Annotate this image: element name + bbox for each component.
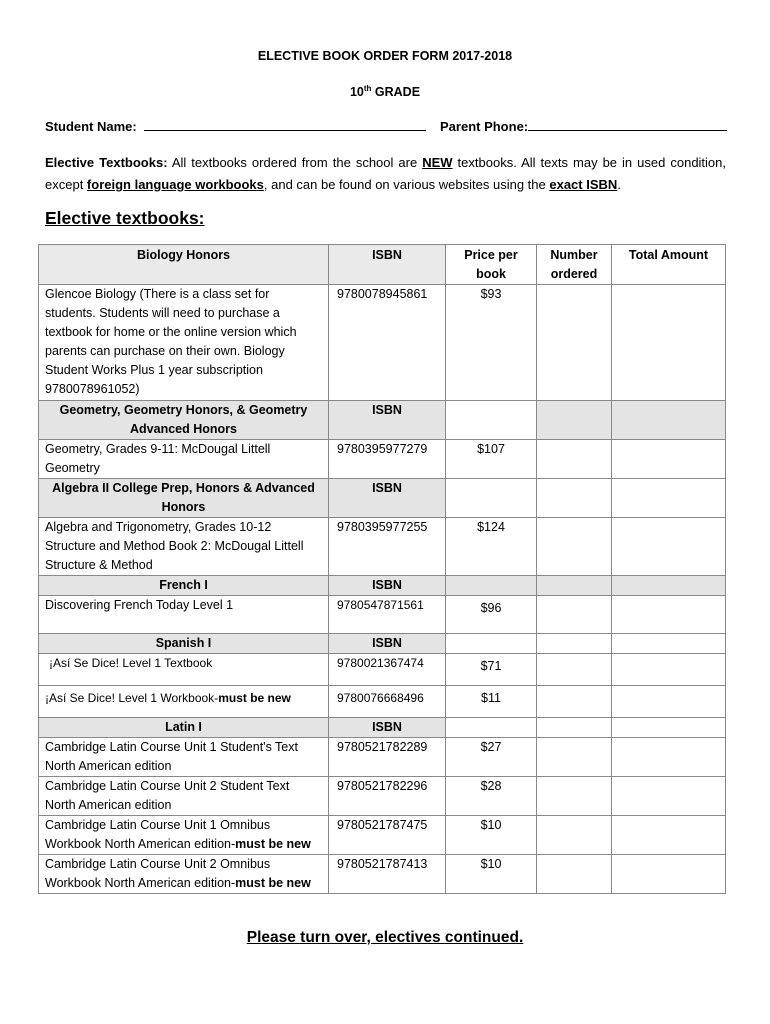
book-isbn: 9780521787475 bbox=[329, 816, 446, 855]
total-amount-cell[interactable] bbox=[612, 285, 726, 401]
total-amount-cell[interactable] bbox=[612, 738, 726, 777]
number-ordered-cell[interactable] bbox=[537, 738, 612, 777]
student-name-input[interactable] bbox=[144, 118, 426, 131]
number-ordered-cell[interactable] bbox=[537, 686, 612, 718]
book-isbn: 9780395977255 bbox=[329, 518, 446, 576]
total-amount-cell[interactable] bbox=[612, 816, 726, 855]
book-isbn: 9780078945861 bbox=[329, 285, 446, 401]
total-amount-cell[interactable] bbox=[612, 855, 726, 894]
isbn-label: ISBN bbox=[329, 401, 446, 440]
book-isbn: 9780021367474 bbox=[329, 654, 446, 686]
subject-title: Spanish I bbox=[39, 634, 329, 654]
book-title: Discovering French Today Level 1 bbox=[39, 596, 329, 634]
book-isbn: 9780521782296 bbox=[329, 777, 446, 816]
number-ordered-cell[interactable] bbox=[537, 596, 612, 634]
subject-title: French I bbox=[39, 576, 329, 596]
table-row bbox=[39, 777, 726, 816]
number-ordered-cell[interactable] bbox=[537, 777, 612, 816]
isbn-label: ISBN bbox=[329, 576, 446, 596]
total-amount-cell[interactable] bbox=[612, 686, 726, 718]
number-ordered-cell[interactable] bbox=[537, 654, 612, 686]
subject-title: Latin I bbox=[39, 718, 329, 738]
book-price: $71 bbox=[446, 654, 537, 686]
intro-paragraph: Elective Textbooks: All textbooks ordered from the school are NEW textbooks. All texts may be in used condition, except foreign language workbooks, and can be found on various websites using the exact ISBN. bbox=[45, 155, 727, 192]
book-isbn: 9780076668496 bbox=[329, 686, 446, 718]
book-price: $10 bbox=[446, 855, 537, 894]
parent-phone-field bbox=[440, 118, 727, 134]
book-title: Geometry, Grades 9-11: McDougal Littell Geometry bbox=[39, 440, 329, 479]
book-title: Algebra and Trigonometry, Grades 10-12 Structure and Method Book 2: McDougal Littell Structure & Method bbox=[39, 518, 329, 576]
subject-header-row bbox=[39, 718, 726, 738]
book-price: $28 bbox=[446, 777, 537, 816]
table-row bbox=[39, 855, 726, 894]
grade-heading: 10th GRADE bbox=[349, 84, 421, 99]
section-title: Elective textbooks: bbox=[45, 208, 205, 228]
book-title: Glencoe Biology (There is a class set for students. Students will need to purchase a textbook for home or the online version which parents can purchase on their own. Biology Student Works Plus 1 year subscription 9780078961052) bbox=[39, 285, 329, 401]
table-row bbox=[39, 686, 726, 718]
col-header-subject: Biology Honors bbox=[39, 245, 329, 285]
book-price: $27 bbox=[446, 738, 537, 777]
subject-header-row bbox=[39, 634, 726, 654]
total-amount-cell[interactable] bbox=[612, 654, 726, 686]
col-header-total: Total Amount bbox=[612, 245, 726, 285]
parent-phone-label: Parent Phone: bbox=[440, 119, 529, 134]
student-name-field bbox=[45, 118, 426, 134]
book-price: $107 bbox=[446, 440, 537, 479]
col-header-number: Number ordered bbox=[537, 245, 612, 285]
book-price: $93 bbox=[446, 285, 537, 401]
isbn-label: ISBN bbox=[329, 479, 446, 518]
table-row bbox=[39, 596, 726, 634]
book-isbn: 9780521782289 bbox=[329, 738, 446, 777]
isbn-label: ISBN bbox=[329, 634, 446, 654]
book-isbn: 9780521787413 bbox=[329, 855, 446, 894]
table-header-row bbox=[39, 245, 726, 285]
book-order-table bbox=[38, 244, 726, 894]
book-price: $96 bbox=[446, 596, 537, 634]
book-title: ¡Así Se Dice! Level 1 Workbook-must be new bbox=[39, 686, 329, 718]
total-amount-cell[interactable] bbox=[612, 596, 726, 634]
parent-phone-input[interactable] bbox=[528, 118, 727, 131]
number-ordered-cell[interactable] bbox=[537, 855, 612, 894]
book-title: ¡Así Se Dice! Level 1 Textbook bbox=[39, 654, 329, 686]
subject-title: Algebra II College Prep, Honors & Advanced Honors bbox=[39, 479, 329, 518]
total-amount-cell[interactable] bbox=[612, 777, 726, 816]
subject-title: Geometry, Geometry Honors, & Geometry Advanced Honors bbox=[39, 401, 329, 440]
number-ordered-cell[interactable] bbox=[537, 440, 612, 479]
table-row bbox=[39, 816, 726, 855]
book-price: $124 bbox=[446, 518, 537, 576]
book-price: $10 bbox=[446, 816, 537, 855]
total-amount-cell[interactable] bbox=[612, 518, 726, 576]
table-row bbox=[39, 654, 726, 686]
book-price: $11 bbox=[446, 686, 537, 718]
book-title: Cambridge Latin Course Unit 1 Omnibus Workbook North American edition-must be new bbox=[39, 816, 329, 855]
book-title: Cambridge Latin Course Unit 2 Omnibus Workbook North American edition-must be new bbox=[39, 855, 329, 894]
table-row bbox=[39, 440, 726, 479]
isbn-label: ISBN bbox=[329, 718, 446, 738]
table-row bbox=[39, 518, 726, 576]
col-header-isbn: ISBN bbox=[329, 245, 446, 285]
footer-note: Please turn over, electives continued. bbox=[246, 929, 524, 946]
form-title: ELECTIVE BOOK ORDER FORM 2017-2018 bbox=[257, 49, 513, 63]
book-isbn: 9780395977279 bbox=[329, 440, 446, 479]
student-name-label: Student Name: bbox=[45, 119, 137, 134]
number-ordered-cell[interactable] bbox=[537, 285, 612, 401]
number-ordered-cell[interactable] bbox=[537, 518, 612, 576]
total-amount-cell[interactable] bbox=[612, 440, 726, 479]
number-ordered-cell[interactable] bbox=[537, 816, 612, 855]
subject-header-row bbox=[39, 479, 726, 518]
col-header-price: Price per book bbox=[446, 245, 537, 285]
book-title: Cambridge Latin Course Unit 1 Student's Text North American edition bbox=[39, 738, 329, 777]
subject-header-row bbox=[39, 576, 726, 596]
table-row bbox=[39, 738, 726, 777]
book-isbn: 9780547871561 bbox=[329, 596, 446, 634]
book-title: Cambridge Latin Course Unit 2 Student Text North American edition bbox=[39, 777, 329, 816]
subject-header-row bbox=[39, 401, 726, 440]
table-row bbox=[39, 285, 726, 401]
